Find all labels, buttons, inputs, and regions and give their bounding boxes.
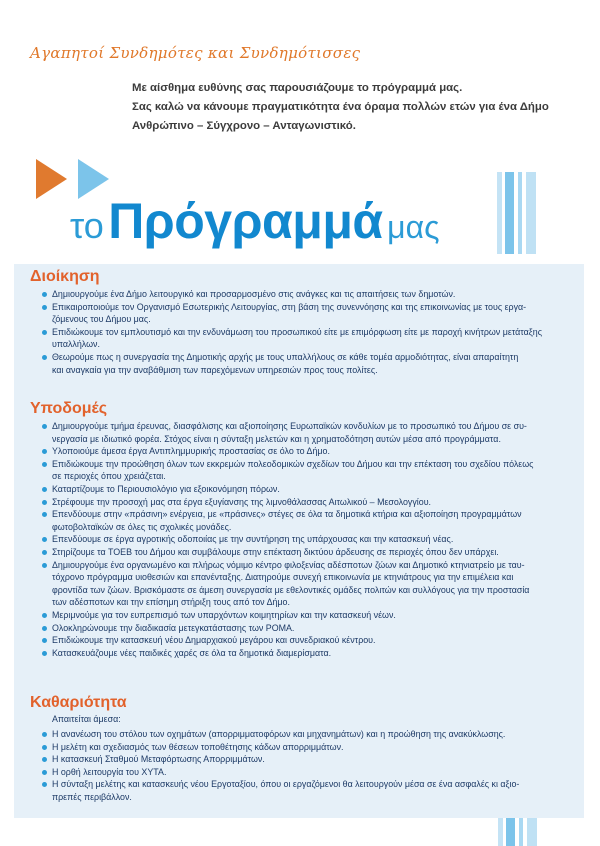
title-to: το <box>70 205 104 246</box>
list-item: Η κατασκευή Σταθμού Μεταφόρτωσης Απορριμμάτων. <box>40 753 560 766</box>
list-item: Κατασκευάζουμε νέες παιδικές χαρές σε όλα τα δημοτικά διαμερίσματα. <box>40 647 560 660</box>
greeting: Αγαπητοί Συνδημότες και Συνδημότισσες <box>30 44 361 62</box>
list-item: Επιδιώκουμε την προώθηση όλων των εκκρεμών πολεοδομικών σχεδίων του Δήμου και την επέκταση του σχεδίου πόλεως σε περιοχές όπου χρειάζεται. <box>40 458 560 483</box>
list-item: Δημιουργούμε ένα Δήμο λειτουργικό και προσαρμοσμένο στις ανάγκες και τις απαιτήσεις των δημοτών. <box>40 288 560 301</box>
list-item: Η σύνταξη μελέτης και κατασκευής νέου Εργοταξίου, όπου οι εργαζόμενοι θα λειτουργούν μέσα σε ένα ασφαλές κι αξιο- πρεπές περιβάλλον. <box>40 778 560 803</box>
list-item: Δημιουργούμε ένα οργανωμένο και πλήρως νόμιμο κέντρο φιλοξενίας αδέσποτων ζώων και Δημοτικό κτηνιατρείο με ταυ- τόχρονο πρόγραμμα υιοθεσιών και επανένταξης. Διατηρούμε συνεχή επικοινωνία με κτηνιάτρους για την επιμέλεια και φροντίδα των ζώων. Βρισκόμαστε σε άμεση συνεργασία με εθελοντικές ομάδες πολιτών και συλλόγους για την προστασία των αδέσποτων και την επίσημη στήριξη τους από τον Δήμο. <box>40 559 560 609</box>
page-title <box>70 192 439 250</box>
intro-line: Με αίσθημα ευθύνης σας παρουσιάζουμε το πρόγραμμά μας. <box>132 82 463 94</box>
list-item: Καταρτίζουμε το Περιουσιολόγιο για εξοικονόμηση πόρων. <box>40 483 560 496</box>
list-item: Επενδύουμε σε έργα αγροτικής οδοποιίας με την συντήρηση της υπάρχουσας και την κατασκευή νέας. <box>40 533 560 546</box>
list-item: Μεριμνούμε για τον ευπρεπισμό των υπαρχόντων κοιμητηρίων και την κατασκευή νέων. <box>40 609 560 622</box>
list-item: Στηρίζουμε τα ΤΟΕΒ του Δήμου και συμβάλουμε στην επέκταση δικτύου άρδευσης σε περιοχές όπου δεν υπάρχει. <box>40 546 560 559</box>
title-main: Πρόγραμμά <box>108 193 383 249</box>
list-item: Δημιουργούμε τμήμα έρευνας, διασφάλισης και αξιοποίησης Ευρωπαϊκών κονδυλίων με το προσωπικό του Δήμου σε συ- νεργασία με ιδιωτικό φορέα. Στόχος είναι η σύνταξη μελετών και η χρηματοδότηση αυτών μέσα από προγράμματα. <box>40 420 560 445</box>
list-item: Επιδιώκουμε την κατασκευή νέου Δημαρχιακού μεγάρου και συνεδριακού κέντρου. <box>40 634 560 647</box>
section-heading-katharioteta: Καθαριότητα <box>30 694 127 711</box>
list-item: Η ανανέωση του στόλου των οχημάτων (απορριμματοφόρων και μηχανημάτων) και η προώθηση της ανακύκλωσης. <box>40 728 560 741</box>
list-item: Η ορθή λειτουργία του ΧΥΤΑ. <box>40 766 560 779</box>
section-list-dioikisi <box>40 288 560 376</box>
intro-line: Ανθρώπινο – Σύγχρονο – Ανταγωνιστικό. <box>132 120 356 132</box>
list-item: Η μελέτη και σχεδιασμός των θέσεων τοποθέτησης κάδων απορριμμάτων. <box>40 741 560 754</box>
section-list-ypodomes <box>40 420 560 659</box>
section-list-katharioteta <box>40 728 560 804</box>
orange-arrow-icon <box>36 159 67 199</box>
list-item: Επιδιώκουμε τον εμπλουτισμό και την ενδυνάμωση του προσωπικού είτε με επιμόρφωση είτε με παροχή κινήτρων μετάταξης υπαλλήλων. <box>40 326 560 351</box>
title-mas: μας <box>387 209 440 245</box>
list-item: Υλοποιούμε άμεσα έργα Αντιπλημμυρικής προστασίας σε όλο το Δήμο. <box>40 445 560 458</box>
list-item: Επικαιροποιούμε τον Οργανισμό Εσωτερικής Λειτουργίας, στη βάση της συνεννόησης και της επικοινωνίας με τους εργα- ζόμενους του Δήμου μας. <box>40 301 560 326</box>
intro-line: Σας καλώ να κάνουμε πραγματικότητα ένα όραμα πολλών ετών για ένα Δήμο <box>132 101 549 113</box>
list-item: Στρέφουμε την προσοχή μας στα έργα εξυγίανσης της λιμνοθάλασσας Αιτωλικού – Μεσολογγίου. <box>40 496 560 509</box>
list-item: Ολοκληρώνουμε την διαδικασία μετεγκατάστασης των ΡΟΜΑ. <box>40 622 560 635</box>
list-item: Θεωρούμε πως η συνεργασία της Δημοτικής αρχής με τους υπαλλήλους σε κάθε τομέα αρμοδιότητας, είναι απαραίτητη και αναγκαία για την αναβάθμιση των παρεχόμενων υπηρεσιών προς τους πολίτες. <box>40 351 560 376</box>
section-heading-ypodomes: Υποδομές <box>30 400 108 417</box>
list-item: Επενδύουμε στην «πράσινη» ενέργεια, με «πράσινες» στέγες σε όλα τα δημοτικά κτήρια και αξιοποίηση προγραμμάτων φωτοβολταϊκών σε όλες τις σχολικές μονάδες. <box>40 508 560 533</box>
section-heading-dioikisi: Διοίκηση <box>30 268 100 285</box>
section-subheading: Απαιτείται άμεσα: <box>52 714 121 724</box>
intro-text <box>132 79 572 136</box>
